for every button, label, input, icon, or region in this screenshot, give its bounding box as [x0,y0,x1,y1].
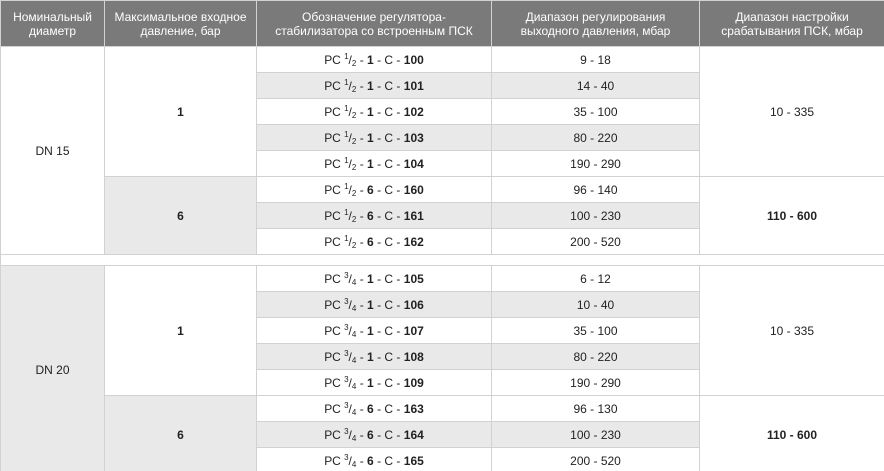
designation-pressure: 6 [367,427,374,442]
designation-letter: С [384,182,394,197]
designation-pressure: 1 [367,323,374,338]
cell-output-range: 9 - 18 [492,47,700,73]
designation-letter: С [384,375,394,390]
designation-prefix: РС [324,323,341,338]
fraction-denominator: 4 [351,329,357,339]
designation-separator: - [396,78,401,93]
cell-diameter: DN 15 [1,47,105,255]
table-body [1,47,884,471]
designation-prefix: РС [324,182,341,197]
designation-pressure: 1 [367,156,374,171]
designation-separator: - [396,323,401,338]
cell-output-range: 100 - 230 [492,422,700,448]
designation-prefix: РС [324,104,341,119]
header-designation: Обозначение регулятора-стабилизатора со встроенным ПСК [257,1,492,47]
table-header-row [1,1,884,47]
fraction-numerator: 1 [344,155,349,165]
header-psk-range: Диапазон настройки срабатывания ПСК, мбар [700,1,884,47]
designation-separator: - [377,78,382,93]
designation-separator: - [359,427,364,442]
designation-letter: С [384,297,394,312]
designation-pressure: 6 [367,234,374,249]
designation-code: 162 [403,234,424,249]
fraction-denominator: 4 [351,355,357,365]
cell-designation: РС $^1/_2 - 1$ - С - 101 [257,73,492,99]
cell-designation: РС $^3/_4 - 6$ - С - 164 [257,422,492,448]
cell-designation: РС $^3/_4 - 6$ - С - 165 [257,448,492,471]
designation-prefix: РС [324,401,341,416]
designation-separator: - [377,234,382,249]
designation-code: 164 [403,427,424,442]
fraction-denominator: 4 [351,303,357,313]
designation-pressure: 1 [367,104,374,119]
cell-designation: РС $^1/_2 - 6$ - С - 161 [257,203,492,229]
cell-psk-range: 110 - 600 [700,177,884,255]
designation-separator: - [359,78,364,93]
designation-separator: - [359,104,364,119]
designation-separator: - [359,52,364,67]
cell-designation: РС $^1/_2 - 1$ - С - 102 [257,99,492,125]
fraction-numerator: 1 [344,103,349,113]
designation-separator: - [377,297,382,312]
table-row [1,47,884,73]
cell-output-range: 6 - 12 [492,266,700,292]
cell-output-range: 80 - 220 [492,125,700,151]
cell-designation: РС $^1/_2 - 1$ - С - 104 [257,151,492,177]
fraction-denominator: 2 [351,136,357,146]
designation-prefix: РС [324,271,341,286]
fraction-denominator: 2 [351,214,357,224]
fraction-numerator: 1 [344,207,349,217]
group-separator [1,255,884,266]
fraction-denominator: 2 [351,188,357,198]
cell-output-range: 200 - 520 [492,448,700,471]
fraction-numerator: 1 [344,181,349,191]
cell-max-pressure: 1 [105,47,257,177]
fraction-denominator: 2 [351,58,357,68]
fraction-numerator: 3 [344,374,349,384]
fraction-numerator: 1 [344,233,349,243]
fraction-denominator: 2 [351,240,357,250]
cell-output-range: 14 - 40 [492,73,700,99]
designation-separator: - [359,323,364,338]
designation-code: 106 [403,297,424,312]
cell-diameter: DN 20 [1,266,105,471]
table-row [1,177,884,203]
cell-designation: РС $^3/_4 - 1$ - С - 106 [257,292,492,318]
designation-pressure: 6 [367,453,374,468]
fraction-denominator: 4 [351,381,357,391]
designation-letter: С [384,156,394,171]
designation-letter: С [384,234,394,249]
cell-designation: РС $^3/_4 - 1$ - С - 105 [257,266,492,292]
fraction-numerator: 1 [344,129,349,139]
designation-prefix: РС [324,453,341,468]
designation-code: 109 [403,375,424,390]
designation-pressure: 1 [367,375,374,390]
designation-separator: - [377,52,382,67]
header-diameter: Номинальный диаметр [1,1,105,47]
header-output-range: Диапазон регулирования выходного давления, мбар [492,1,700,47]
cell-output-range: 190 - 290 [492,151,700,177]
designation-letter: С [384,453,394,468]
designation-letter: С [384,427,394,442]
designation-prefix: РС [324,234,341,249]
designation-code: 108 [403,349,424,364]
designation-letter: С [384,130,394,145]
designation-code: 163 [403,401,424,416]
designation-separator: - [396,182,401,197]
cell-designation: РС $^1/_2 - 6$ - С - 160 [257,177,492,203]
designation-separator: - [377,323,382,338]
designation-separator: - [396,208,401,223]
designation-separator: - [359,349,364,364]
designation-code: 107 [403,323,424,338]
designation-separator: - [359,208,364,223]
cell-designation: РС $^3/_4 - 1$ - С - 108 [257,344,492,370]
designation-separator: - [377,375,382,390]
designation-pressure: 1 [367,52,374,67]
cell-output-range: 96 - 140 [492,177,700,203]
designation-prefix: РС [324,349,341,364]
fraction-numerator: 3 [344,270,349,280]
fraction-numerator: 3 [344,348,349,358]
designation-pressure: 1 [367,78,374,93]
designation-pressure: 1 [367,297,374,312]
cell-designation: РС $^3/_4 - 1$ - С - 107 [257,318,492,344]
designation-letter: С [384,52,394,67]
designation-code: 161 [403,208,424,223]
designation-separator: - [396,375,401,390]
designation-separator: - [396,52,401,67]
designation-code: 100 [403,52,424,67]
designation-prefix: РС [324,156,341,171]
designation-separator: - [377,104,382,119]
cell-psk-range: 10 - 335 [700,47,884,177]
fraction-denominator: 4 [351,407,357,417]
designation-code: 102 [403,104,424,119]
designation-separator: - [396,104,401,119]
designation-separator: - [396,427,401,442]
cell-designation: РС $^1/_2 - 1$ - С - 103 [257,125,492,151]
designation-separator: - [377,182,382,197]
cell-output-range: 80 - 220 [492,344,700,370]
designation-prefix: РС [324,375,341,390]
designation-separator: - [359,375,364,390]
designation-prefix: РС [324,208,341,223]
designation-pressure: 1 [367,271,374,286]
designation-letter: С [384,78,394,93]
cell-psk-range: 110 - 600 [700,396,884,471]
designation-code: 165 [403,453,424,468]
fraction-numerator: 3 [344,400,349,410]
designation-code: 160 [403,182,424,197]
designation-pressure: 1 [367,130,374,145]
designation-prefix: РС [324,427,341,442]
fraction-numerator: 3 [344,296,349,306]
fraction-numerator: 1 [344,51,349,61]
designation-separator: - [359,130,364,145]
designation-separator: - [396,297,401,312]
designation-separator: - [396,156,401,171]
designation-letter: С [384,349,394,364]
fraction-denominator: 2 [351,162,357,172]
designation-separator: - [396,271,401,286]
cell-designation: РС $^3/_4 - 6$ - С - 163 [257,396,492,422]
designation-prefix: РС [324,297,341,312]
fraction-numerator: 3 [344,426,349,436]
cell-psk-range: 10 - 335 [700,266,884,396]
designation-prefix: РС [324,130,341,145]
designation-separator: - [377,156,382,171]
designation-separator: - [377,271,382,286]
designation-separator: - [359,182,364,197]
designation-pressure: 6 [367,401,374,416]
designation-separator: - [396,130,401,145]
cell-output-range: 10 - 40 [492,292,700,318]
designation-separator: - [396,401,401,416]
designation-letter: С [384,323,394,338]
designation-code: 103 [403,130,424,145]
designation-separator: - [359,271,364,286]
designation-code: 105 [403,271,424,286]
designation-prefix: РС [324,52,341,67]
designation-separator: - [377,427,382,442]
cell-output-range: 35 - 100 [492,99,700,125]
fraction-numerator: 3 [344,322,349,332]
designation-separator: - [396,234,401,249]
fraction-denominator: 4 [351,459,357,469]
designation-separator: - [396,349,401,364]
fraction-denominator: 2 [351,84,357,94]
cell-output-range: 200 - 520 [492,229,700,255]
table-row [1,396,884,422]
fraction-denominator: 2 [351,110,357,120]
designation-pressure: 6 [367,208,374,223]
designation-separator: - [359,156,364,171]
cell-output-range: 96 - 130 [492,396,700,422]
designation-pressure: 1 [367,349,374,364]
fraction-numerator: 3 [344,452,349,462]
cell-designation: РС $^3/_4 - 1$ - С - 109 [257,370,492,396]
designation-separator: - [377,349,382,364]
designation-letter: С [384,271,394,286]
designation-letter: С [384,104,394,119]
designation-separator: - [377,401,382,416]
cell-max-pressure: 6 [105,177,257,255]
designation-letter: С [384,208,394,223]
designation-prefix: РС [324,78,341,93]
designation-pressure: 6 [367,182,374,197]
designation-separator: - [359,297,364,312]
designation-separator: - [396,453,401,468]
fraction-denominator: 4 [351,433,357,443]
header-max-pressure: Максимальное входное давление, бар [105,1,257,47]
designation-separator: - [359,234,364,249]
designation-letter: С [384,401,394,416]
cell-max-pressure: 6 [105,396,257,471]
cell-designation: РС $^1/_2 - 1$ - С - 100 [257,47,492,73]
designation-separator: - [377,208,382,223]
separator-cell [1,255,884,266]
designation-separator: - [359,401,364,416]
table-row [1,266,884,292]
cell-output-range: 35 - 100 [492,318,700,344]
designation-separator: - [359,453,364,468]
cell-designation: РС $^1/_2 - 6$ - С - 162 [257,229,492,255]
designation-separator: - [377,130,382,145]
designation-separator: - [377,453,382,468]
fraction-denominator: 4 [351,277,357,287]
designation-code: 101 [403,78,424,93]
cell-max-pressure: 1 [105,266,257,396]
fraction-numerator: 1 [344,77,349,87]
cell-output-range: 100 - 230 [492,203,700,229]
cell-output-range: 190 - 290 [492,370,700,396]
designation-code: 104 [403,156,424,171]
